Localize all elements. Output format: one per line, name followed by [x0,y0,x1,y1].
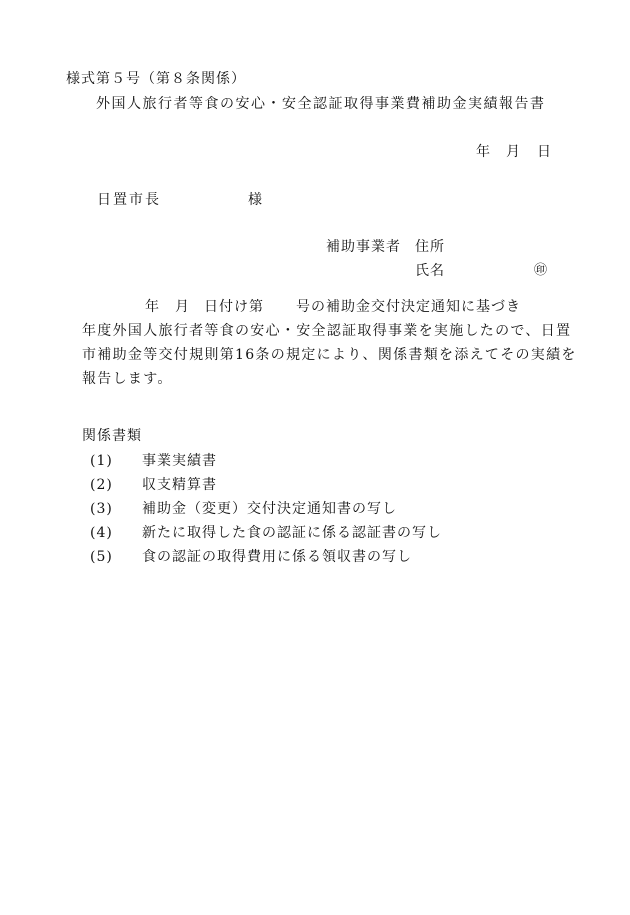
document-item-text: 事業実績書 [142,453,217,469]
form-number: 様式第５号（第８条関係） [66,71,246,87]
document-item [90,452,217,470]
applicant-name-label: 氏名 [415,263,445,279]
date-year: 年 [476,144,491,160]
addressee-name: 日置市長 [97,192,161,208]
seal-mark: ㊞ [534,263,549,278]
document-item [90,524,442,542]
date-day: 日 [537,144,552,160]
document-item-number: (4) [90,525,113,541]
document-item-text: 収支精算書 [142,477,217,493]
document-item-number: (5) [90,549,113,565]
body-line4: 報告します。 [82,371,173,387]
date-month: 月 [506,144,521,160]
applicant-address-label: 住所 [415,239,445,255]
document-item-number: (3) [90,501,113,517]
applicant-role: 補助事業者 [326,239,401,255]
document-item-text: 新たに取得した食の認証に係る認証書の写し [142,525,442,541]
document-item-text: 補助金（変更）交付決定通知書の写し [142,501,397,517]
documents-heading: 関係書類 [82,428,142,444]
body-day: 日付け第 [204,299,264,315]
document-item [90,476,217,494]
document-item-text: 食の認証の取得費用に係る領収書の写し [142,549,412,565]
body-line2: 年度外国人旅行者等食の安心・安全認証取得事業を実施したので、日置 [82,323,572,339]
document-item-number: (2) [90,477,113,493]
document-title: 外国人旅行者等食の安心・安全認証取得事業費補助金実績報告書 [96,96,546,112]
body-year: 年 [145,299,160,315]
addressee-honorific: 様 [248,192,263,208]
document-item [90,548,412,566]
body-line1-rest: 号の補助金交付決定通知に基づき [296,299,521,315]
document-item [90,500,397,518]
body-line3: 市補助金等交付規則第16条の規定により、関係書類を添えてその実績を [82,347,577,363]
document-item-number: (1) [90,453,113,469]
body-month: 月 [175,299,190,315]
